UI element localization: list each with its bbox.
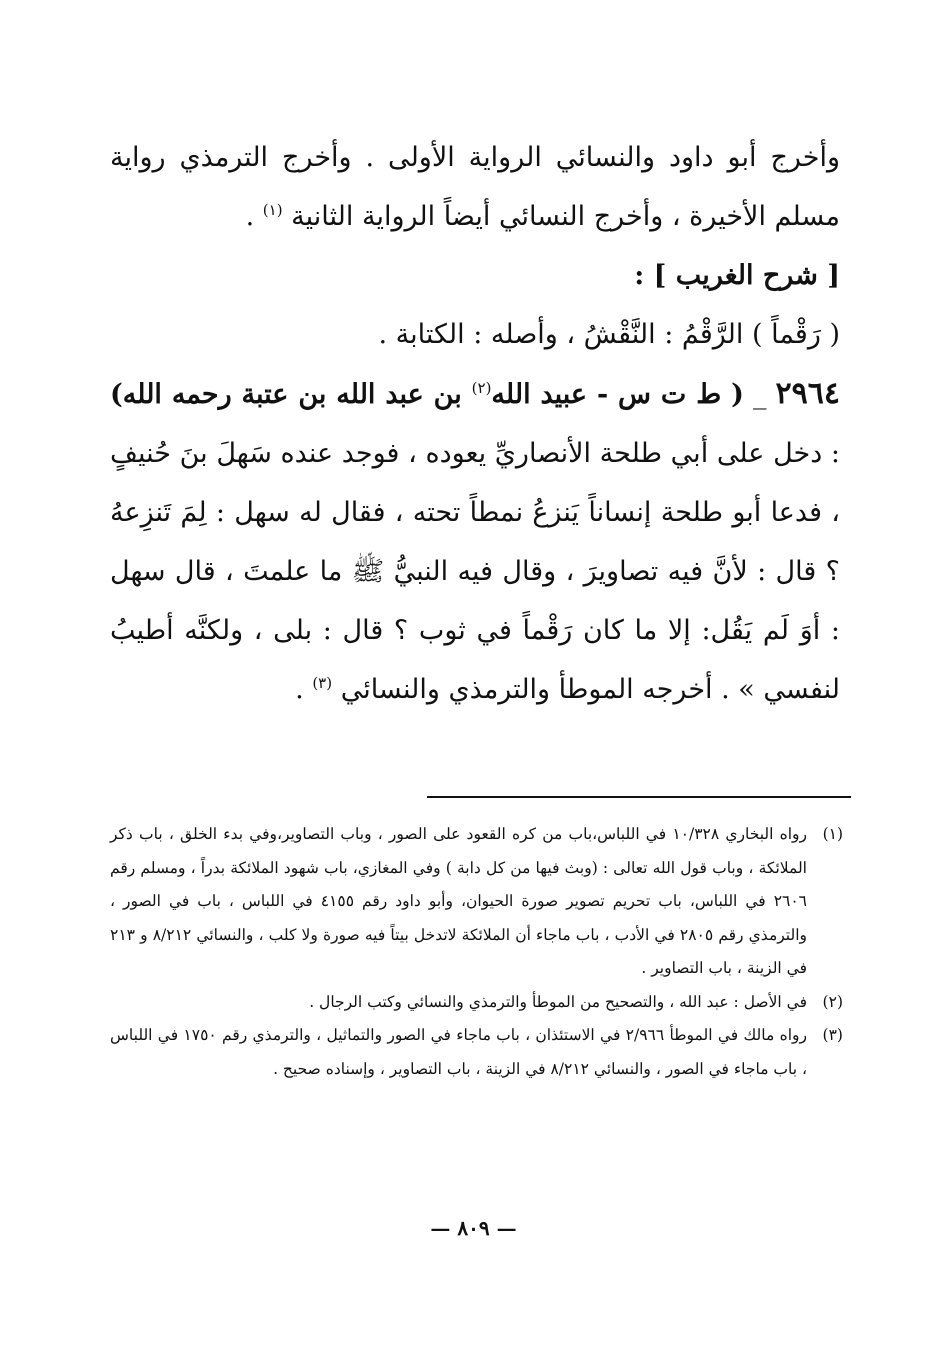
hadith-chain: ( ط ت س - عبيد الله — [491, 379, 744, 410]
footnote-1 — [110, 818, 843, 986]
footnote-ref-3: (٣) — [312, 674, 333, 692]
hadith-dash: _ — [743, 379, 776, 410]
footnote-marker: (٢) — [822, 992, 843, 1011]
gharib-heading: [ شرح الغريب ] : — [634, 260, 840, 291]
sources-end: . — [245, 201, 263, 232]
footnote-marker: (٣) — [822, 1026, 843, 1044]
hadith-paragraph — [110, 364, 840, 719]
footnote-3 — [110, 1019, 843, 1086]
paragraph-sources — [110, 128, 840, 246]
main-text — [110, 128, 840, 719]
gharib-entry: ( رَقْماً ) الرَّقْمُ : النَّقْشُ ، وأصله : الكتابة . — [378, 319, 840, 350]
footnote-2 — [110, 986, 843, 1020]
hadith-end: . — [295, 674, 313, 705]
footnote-ref-1: (١) — [262, 201, 283, 219]
footnote-ref-2: (٢) — [471, 379, 492, 397]
sources-text: وأخرج أبو داود والنسائي الرواية الأولى . وأخرج الترمذي رواية مسلم الأخيرة ، وأخرج النسائي أيضاً الرواية الثانية — [110, 142, 840, 232]
footnote-divider — [427, 796, 851, 798]
hadith-chain-rest: بن عبد الله بن عتبة رحمه الله) — [110, 379, 472, 410]
page-number: — ٨٠٩ — — [430, 1216, 517, 1240]
footnotes — [110, 818, 843, 1086]
hadith-text: : دخل على أبي طلحة الأنصاريِّ يعوده ، فوجد عنده سَهلَ بنَ حُنيفٍ ، فدعا أبو طلحة إنساناً يَنزعُ نمطاً تحته ، فقال له سهل : لِمَ تَنزِعهُ ؟ قال : لأنَّ فيه تصاويرَ ، وقال فيه النبيُّ ﷺ ما علمتَ ، قال سهل : أوَ لَم يَقُل: إلا ما كان رَقْماً في ثوب ؟ قال : بلى ، ولكنَّه أطيبُ لنفسي » . أخرجه الموطأ والترمذي والنسائي — [110, 438, 840, 705]
footnote-text: رواه مالك في الموطأ ٢/٩٦٦ في الاستئذان ، باب ماجاء في الصور والتماثيل ، والترمذي رقم ١٧٥٠ في اللباس ، باب ماجاء في الصور ، والنسائي ٨/٢١٢ في الزينة ، باب التصاوير ، وإسناده صحيح . — [110, 1026, 807, 1078]
footnote-marker: (١) — [822, 825, 844, 843]
footnote-text: في الأصل : عبد الله ، والتصحيح من الموطأ والترمذي والنسائي وكتب الرجال . — [309, 992, 807, 1011]
footnote-text: رواه البخاري ١٠/٣٢٨ في اللباس،باب من كره القعود على الصور ، وباب التصاوير،وفي بدء الخلق ، باب ذكر الملائكة ، وباب قول الله تعالى : (وبث فيها من كل دابة ) وفي المغازي، باب شهود الملائكة بدراً ، ومسلم رقم ٢٦٠٦ في اللباس، باب تحريم تصوير صورة الحيوان، وأبو داود رقم ٤١٥٥ في اللباس ، باب في الصور ، والترمذي رقم ٢٨٠٥ في الأدب ، باب ماجاء أن الملائكة لاتدخل بيتاً فيه صورة ولا كلب ، والنسائي ٨/٢١٢ و ٢١٣ في الزينة ، باب التصاوير . — [110, 825, 808, 977]
hadith-number: ٢٩٦٤ — [775, 376, 840, 411]
